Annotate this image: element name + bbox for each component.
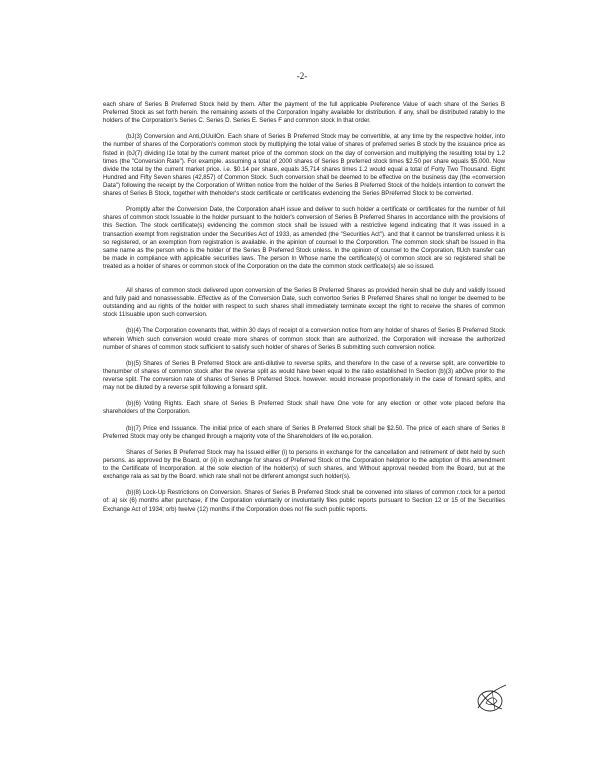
paragraph-liquidation-continued: each share of Series B Preferred Stock held by them. After the payment of the full applicable Preference Value of each share of the Series B Preferred Stock as set forth herein. the remaining assets of the Corporation Ingahy available for distribution. if any, shall be distributed ratably lo the holders of the Corporation's Series C. Series D. Series E. Series F and common stock In that order. (103, 101, 505, 125)
paragraph-b7-price-issuance: (b)(7) Price end Issuance. The initial price of each share of Series B Preferred Stock shall be $2.50. The price of each share of Series 8 Preferred Stock may only be changed lhrough a majority vote of the Shareholders of Ille eo,poralion. (103, 424, 505, 440)
paragraph-b5-anti-dilution: (b)(5) Shares of Series B Preferred Stock are anti-dilutive to reverse splits, and therefore In the case of a reverse split, are convertible to thenumber of shares of common stock after the reverse split as would have been equal to the ratio established In Section (b)(3) abOve prior to the reverse split. The conversion rate of shares of Series B Preferred Stock. however. would increase proportionately in the case of forward splits, and may not be diluted by a reverse split following a forward split. (103, 359, 505, 392)
paragraph-conversion: (bJ(3) Conversion and Anti,OUuilOn. Each share of Series B Preferred Stock may be convertible, at any time by the respective holder, into the number of shares of the Corporation's common stock by multiplying the total value of shares of preferred series B stock by the issuance price as fisted in (bJ(7) dividing l1e total by the current market price of the common stock on the day of conversion and multiplying the resulting total by 1.2 times (the "Conversion Rate"). For example. assuming a total of 2000 shares of Series B preferred stock times $2.50 per share equals $5.000. Now divide the total by the current market price. i.e. $0.14 per share, equals 35,714 shares times 1.2 would equal a total of Forty Two Thousand. Eight Hundred and Fifty Seven shares (42,857) of Common Stock. Such conversion shall be deemed to be effective on the business day (the «conversion Data") following the receipt by the Corporation of Written notice from the holder of the Series B Preferred Stock of the holde(s intention to convert the shares of Series B Stock, together with theholder's stock certificate or certificates evdencing the Series BPreferred Stock to be converted. (103, 133, 505, 198)
document-body (103, 101, 505, 522)
page-number: -2- (296, 71, 308, 81)
paragraph-certificate-delivery: Promptly after the Conversion Date, the Corporation ahaH issue and deliver to such holder a certificate or certificates for the number of full shares of common stock Issuable lo the holder pursuant to the holder's conversion of Series B Preferred Shares In accordance with the provisions of this Section. The stock certificate(s) evidencing the common stock shall be issued with a restrictive legend indicating that It was issued in a transaction exempt from registration under the Securities Act of 1933, as amended (the "Securities Act"). and that it cannot be transferred unless it is so registered, or an exemption from registration is available. in the apinlon of counsel lo the Corporetlon. The common stock shaft be Issued in lha same name as the person who is the holder of the Series B Preferred Stock unless. In the opinion of counsel to the Corporation, flUch transfer can be made in compliance with applicable securities laws. The person In Whose name the certificate(s) ol common stock are so registered shall be treated as a holder of shares or common stock of lhe Corporation on the date the common stock certficate(s) ale so issued. (103, 206, 505, 270)
paragraph-shares-validly-issued: All shares of common stock delivered upon conversion of the Series B Preferred Shares as provided herein shall be duly and validly Issued and fully paid and nonassessable. Effective as of the Conversion Date, such convortoo Series B Preferred Shares shall no longer be deemed to be outstanding and au rights of the holder with respect to such shares shall immediately terminate except the right to receive the shares of common stock 11Isuable upon such conversion. (103, 286, 505, 319)
initials-signature (472, 682, 512, 716)
paragraph-b6-voting-rights: (b)(6) Voting Rights. Each share of Series B Preferred Stock shall have One vote for any election or other vote placed before lha shareholders of the Corporation. (103, 400, 505, 416)
paragraph-b8-lock-up: (b)(8) Lock-Up Restrictions on Conversion. Shares of Series B Preferred Stock shall be convened into sllares of common r.tock for a pertod of: a) six (6) months after purchase, if the Corporation voluntarily or involuntarily files public reports pursuant to Section 12 or 15 of the Securities Exchange Act of 1934; orb) twelve (12) months if the Corporation does no! file such public reports. (103, 489, 505, 513)
paragraph-issuance-terms: Shares of Series B Preferred Stock may ha Issued eilller (i) to persons in exchange for the cancellation and retirement of debt held by such persons. as approved by the Board, or (ii) in exchange for shares of Preferred Stock ot the Corporation heldprior lo the adoption of this amendment to the Certificate of Incorporation. al the sole election of lhe holder(s) of such shares, and Without approval needed from lhe Board, but at the exchange rala as sat by the Board. which rate shall not be dlrferent amongst such holder(s). (103, 448, 505, 481)
paragraph-b4-authorized-shares: (b)(4) The Corporation covenants that, within 30 days of receipt ol a conversion notice from any holder of shares of Series B Preferred Stock wherein Which such conversion would create more shares of common stock than are authorized. the Corporation will increase the authorized number of shares of common stock sufficient to satisfy such holder of shares of Series B submitting such conversion notice. (103, 327, 505, 351)
